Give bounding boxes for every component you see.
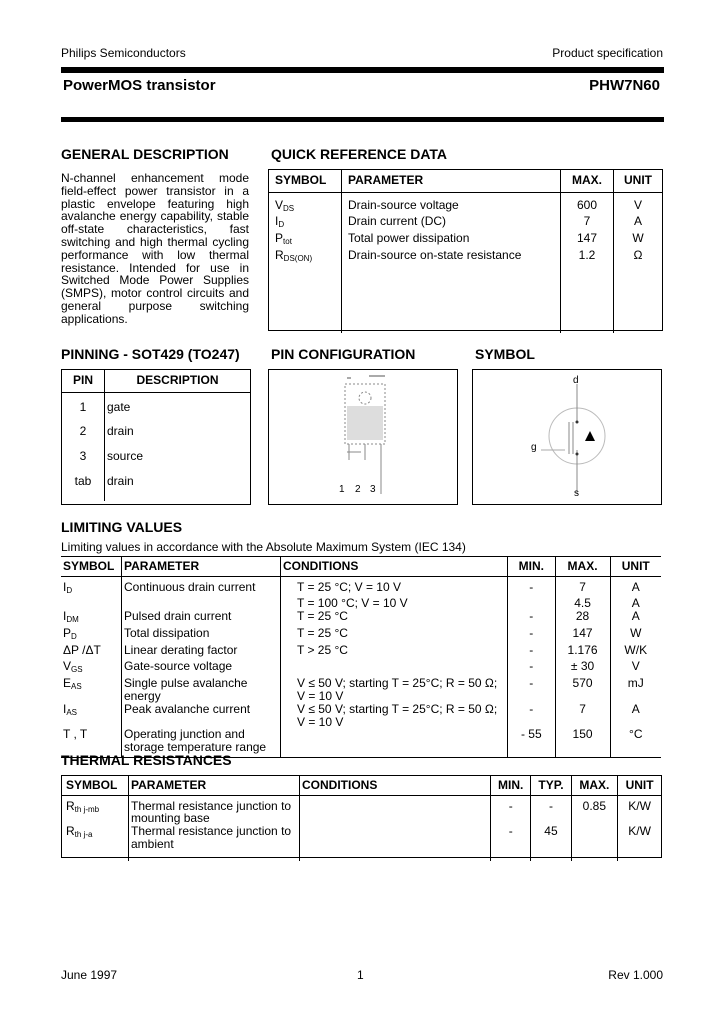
table-row xyxy=(61,644,661,661)
pin-label-1: 1 xyxy=(339,484,345,495)
lv-col-unit: UNIT xyxy=(610,557,661,576)
symbol-gate-label: g xyxy=(531,442,537,453)
table-row xyxy=(61,627,661,644)
limiting-values-table-wrap xyxy=(61,556,661,758)
table-row xyxy=(269,215,662,232)
th-condition xyxy=(300,825,491,861)
qr-col-symbol: SYMBOL xyxy=(269,170,342,192)
part-number: PHW7N60 xyxy=(589,77,660,94)
lv-unit: A xyxy=(631,609,640,624)
qr-symbol: $R_{DS(ON)}$ xyxy=(269,249,342,333)
lv-condition: T = 100 °C; V = 10 V xyxy=(281,597,508,610)
lv-max: 570 xyxy=(555,677,610,703)
lv-unit: W xyxy=(630,625,642,640)
qr-parameter: Drain current (DC) xyxy=(342,215,561,232)
qr-symbol: $I_D$ xyxy=(269,215,342,232)
lv-col-symbol: SYMBOL xyxy=(61,557,122,576)
quick-reference-heading: QUICK REFERENCE DATA xyxy=(271,146,448,162)
lv-max: 150 xyxy=(555,728,610,757)
pin-number: tab xyxy=(62,467,105,501)
symbol-source-label: s xyxy=(574,488,579,499)
general-description-text: N-channel enhancement mode field-effect power transistor in a plastic envelope featuring high avalanche energy capability, stable off-state characteristics, fast switching and high thermal cycling performance with low thermal resistance. Intended for use in Switched Mode Power Supplies (SMPS), motor control circuits and general purpose switching applications. xyxy=(61,171,249,326)
th-symbol: $R_{th j-a}$ xyxy=(62,825,129,861)
th-col-min: MIN. xyxy=(491,776,531,795)
qr-unit: V xyxy=(633,197,642,212)
lv-unit: A xyxy=(631,579,640,594)
lv-symbol: $V_{GS}$ xyxy=(61,660,122,677)
lv-max: 4.5 xyxy=(555,597,610,610)
lv-max: ± 30 xyxy=(555,660,610,677)
qr-symbol: $P_{tot}$ xyxy=(269,232,342,249)
document-type: Product specification xyxy=(552,46,663,60)
lv-condition: T > 25 °C xyxy=(281,644,508,661)
lv-parameter: Total dissipation xyxy=(122,627,281,644)
symbol-box xyxy=(472,369,662,505)
table-row xyxy=(269,249,662,333)
table-row xyxy=(62,442,250,467)
lv-condition: V ≤ 50 V; starting T = 25°C; R = 50 Ω; V = 10 V xyxy=(281,677,508,703)
table-row xyxy=(269,192,662,215)
lv-unit: V xyxy=(631,659,640,674)
pin-description: drain xyxy=(107,474,134,488)
lv-parameter: Continuous drain current xyxy=(122,576,281,597)
lv-symbol: T , T xyxy=(61,728,122,757)
table-row xyxy=(61,610,661,627)
pin-number: 2 xyxy=(62,417,105,442)
footer-page-number: 1 xyxy=(357,968,364,982)
footer-revision: Rev 1.000 xyxy=(608,968,663,982)
table-row xyxy=(62,417,250,442)
lv-symbol: $P_D$ xyxy=(61,627,122,644)
lv-col-parameter: PARAMETER xyxy=(122,557,281,576)
header-rule-bottom xyxy=(61,117,664,122)
pinning-table xyxy=(62,370,250,501)
lv-symbol: $I_{AS}$ xyxy=(61,703,122,729)
table-row xyxy=(62,467,250,501)
quick-reference-table xyxy=(269,170,662,333)
lv-condition xyxy=(281,728,508,757)
lv-max: 7 xyxy=(555,576,610,597)
th-parameter: Thermal resistance junction to mounting base xyxy=(129,795,300,825)
thermal-table xyxy=(62,776,661,861)
pin-label-3: 3 xyxy=(370,484,376,495)
document-title: PowerMOS transistor xyxy=(63,77,216,94)
symbol-heading: SYMBOL xyxy=(475,346,535,362)
lv-parameter: Operating junction and storage temperature range xyxy=(122,728,281,757)
qr-col-max: MAX. xyxy=(561,170,614,192)
lv-parameter: Single pulse avalanche energy xyxy=(122,677,281,703)
table-row xyxy=(62,392,250,417)
lv-col-conditions: CONDITIONS xyxy=(281,557,508,576)
lv-condition xyxy=(281,660,508,677)
qr-symbol: $V_{DS}$ xyxy=(269,192,342,215)
pin-col-pin: PIN xyxy=(62,370,105,392)
table-row xyxy=(61,677,661,703)
pin-col-description: DESCRIPTION xyxy=(105,370,251,392)
th-typ: 45 xyxy=(531,825,571,861)
lv-unit: A xyxy=(631,596,640,611)
mosfet-symbol xyxy=(473,370,661,504)
th-unit: K/W xyxy=(628,824,651,839)
table-row xyxy=(61,703,661,729)
qr-col-parameter: PARAMETER xyxy=(342,170,561,192)
lv-col-max: MAX. xyxy=(555,557,610,576)
th-col-parameter: PARAMETER xyxy=(129,776,300,795)
table-row xyxy=(62,825,661,861)
th-col-symbol: SYMBOL xyxy=(62,776,129,795)
general-description-heading: GENERAL DESCRIPTION xyxy=(61,146,229,162)
th-unit: K/W xyxy=(628,798,651,813)
lv-symbol: $I_{DM}$ xyxy=(61,610,122,627)
th-parameter: Thermal resistance junction to ambient xyxy=(129,825,300,861)
limiting-values-table xyxy=(61,557,661,757)
table-row xyxy=(61,660,661,677)
limiting-values-heading: LIMITING VALUES xyxy=(61,519,183,535)
package-drawing xyxy=(269,370,457,504)
lv-min: - xyxy=(508,627,556,644)
qr-parameter: Drain-source on-state resistance xyxy=(342,249,561,333)
pin-number: 1 xyxy=(62,392,105,417)
th-col-max: MAX. xyxy=(571,776,618,795)
company-name: Philips Semiconductors xyxy=(61,46,186,60)
qr-col-unit: UNIT xyxy=(614,170,663,192)
lv-min: - xyxy=(508,703,556,729)
header-rule-top xyxy=(61,67,664,73)
lv-unit: °C xyxy=(629,727,643,742)
qr-unit: W xyxy=(632,231,644,246)
lv-symbol: $I_D$ xyxy=(61,576,122,597)
lv-min: - xyxy=(508,644,556,661)
lv-symbol xyxy=(61,597,122,610)
lv-min: - xyxy=(508,677,556,703)
lv-unit: A xyxy=(631,701,640,716)
pin-number: 3 xyxy=(62,442,105,467)
th-min: - xyxy=(491,825,531,861)
qr-max: 1.2 xyxy=(561,249,614,333)
footer-date: June 1997 xyxy=(61,968,118,982)
lv-condition: V ≤ 50 V; starting T = 25°C; R = 50 Ω; V = 10 V xyxy=(281,703,508,729)
lv-symbol: $E_{AS}$ xyxy=(61,677,122,703)
th-col-typ: TYP. xyxy=(531,776,571,795)
table-row xyxy=(269,232,662,249)
pin-description: gate xyxy=(107,399,131,414)
lv-max: 7 xyxy=(555,703,610,729)
th-typ: - xyxy=(531,795,571,825)
th-col-unit: UNIT xyxy=(618,776,661,795)
lv-parameter: Gate-source voltage xyxy=(122,660,281,677)
lv-condition: T = 25 °C xyxy=(281,610,508,627)
lv-min: - xyxy=(508,576,556,597)
symbol-drain-label: d xyxy=(573,375,579,386)
lv-parameter: Linear derating factor xyxy=(122,644,281,661)
th-condition xyxy=(300,795,491,825)
lv-max: 147 xyxy=(555,627,610,644)
lv-min: - xyxy=(508,610,556,627)
pin-configuration-box xyxy=(268,369,458,505)
th-max: 0.85 xyxy=(571,795,618,825)
pin-label-2: 2 xyxy=(355,484,361,495)
qr-max: 147 xyxy=(561,232,614,249)
lv-parameter: Pulsed drain current xyxy=(122,610,281,627)
pin-configuration-heading: PIN CONFIGURATION xyxy=(271,346,416,362)
lv-max: 1.176 xyxy=(555,644,610,661)
th-col-conditions: CONDITIONS xyxy=(300,776,491,795)
qr-max: 7 xyxy=(561,215,614,232)
lv-unit: mJ xyxy=(627,676,644,691)
lv-min: - 55 xyxy=(508,728,556,757)
lv-min: - xyxy=(508,660,556,677)
lv-max: 28 xyxy=(555,610,610,627)
quick-reference-box xyxy=(268,169,663,331)
lv-col-min: MIN. xyxy=(508,557,556,576)
table-row xyxy=(61,576,661,597)
lv-unit: W/K xyxy=(624,642,648,657)
pin-description: drain xyxy=(107,424,134,438)
th-min: - xyxy=(491,795,531,825)
table-row xyxy=(62,795,661,825)
thermal-table-box xyxy=(61,775,662,858)
qr-parameter: Drain-source voltage xyxy=(342,192,561,215)
pinning-box xyxy=(61,369,251,505)
lv-symbol: ΔP /ΔT xyxy=(61,644,122,661)
lv-parameter: Peak avalanche current xyxy=(122,703,281,729)
lv-condition: T = 25 °C xyxy=(281,627,508,644)
qr-unit: Ω xyxy=(633,247,643,262)
pinning-heading: PINNING - SOT429 (TO247) xyxy=(61,346,240,362)
qr-unit: A xyxy=(633,214,642,229)
limiting-values-intro: Limiting values in accordance with the Absolute Maximum System (IEC 134) xyxy=(61,540,466,554)
pin-description: source xyxy=(107,449,144,463)
th-symbol: $R_{th j-mb}$ xyxy=(62,795,129,825)
qr-max: 600 xyxy=(561,192,614,215)
th-max xyxy=(571,825,618,861)
qr-parameter: Total power dissipation xyxy=(342,232,561,249)
thermal-resistances-heading: THERMAL RESISTANCES xyxy=(61,752,232,768)
lv-condition: T = 25 °C; V = 10 V xyxy=(281,576,508,597)
